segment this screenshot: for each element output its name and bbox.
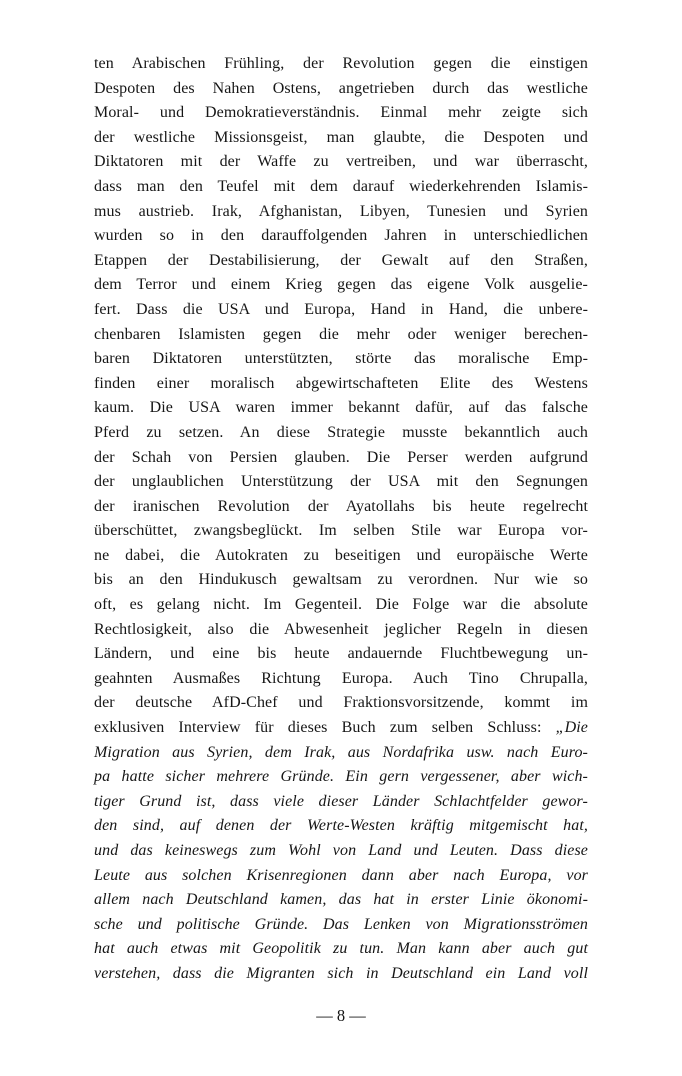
- text-run: chenbaren Islamisten gegen die mehr oder weniger berechen-: [94, 325, 588, 343]
- text-line: [94, 790, 588, 815]
- text-run: tiger Grund ist, dass viele dieser Länder Schlachtfelder gewor-: [94, 792, 588, 810]
- text-line: [94, 200, 588, 225]
- text-run: kaum. Die USA waren immer bekannt dafür, auf das falsche: [94, 399, 588, 417]
- text-line: [94, 175, 588, 200]
- text-run: Pferd zu setzen. An diese Strategie musste bekanntlich auch: [94, 423, 588, 441]
- text-line: [94, 421, 588, 446]
- text-run: mus austrieb. Irak, Afghanistan, Libyen, Tunesien und Syrien: [94, 202, 588, 220]
- text-run: der deutsche AfD-Chef und Fraktionsvorsitzende, kommt im: [94, 694, 588, 712]
- text-line: [94, 249, 588, 274]
- text-line: [94, 667, 588, 692]
- text-run: der westliche Missionsgeist, man glaubte, die Despoten und: [94, 128, 588, 146]
- text-run: Rechtlosigkeit, also die Abwesenheit jeglicher Regeln in diesen: [94, 620, 588, 638]
- text-run: ne dabei, die Autokraten zu beseitigen und europäische Werte: [94, 546, 588, 564]
- text-line: [94, 126, 588, 151]
- text-run: geahnten Ausmaßes Richtung Europa. Auch Tino Chrupalla,: [94, 669, 588, 687]
- text-line: [94, 839, 588, 864]
- text-line: [94, 519, 588, 544]
- text-run: dass man den Teufel mit dem darauf wiederkehrenden Islamis-: [94, 177, 588, 195]
- text-run: Moral- und Demokratieverständnis. Einmal mehr zeigte sich: [94, 104, 588, 122]
- text-run: dem Terror und einem Krieg gegen das eigene Volk ausgelie-: [94, 276, 588, 294]
- text-line: [94, 962, 588, 987]
- text-line: [94, 716, 588, 741]
- text-line: [94, 470, 588, 495]
- text-run: hat auch etwas mit Geopolitik zu tun. Man kann aber auch gut: [94, 940, 588, 958]
- text-line: [94, 691, 588, 716]
- text-line: [94, 814, 588, 839]
- text-line: [94, 642, 588, 667]
- text-line: [94, 273, 588, 298]
- text-line: [94, 323, 588, 348]
- text-run: verstehen, dass die Migranten sich in Deutschland ein Land voll: [94, 964, 588, 982]
- text-run: Diktatoren mit der Waffe zu vertreiben, und war überrascht,: [94, 153, 588, 171]
- text-line: [94, 446, 588, 471]
- text-run: den sind, auf denen der Werte-Westen kräftig mitgemischt hat,: [94, 817, 588, 835]
- text-run: fert. Dass die USA und Europa, Hand in Hand, die unbere-: [94, 300, 588, 318]
- text-run: Migration aus Syrien, dem Irak, aus Nordafrika usw. nach Euro-: [94, 743, 588, 761]
- text-run: überschüttet, zwangsbeglückt. Im selben Stile war Europa vor-: [94, 522, 588, 540]
- text-block: [94, 52, 588, 987]
- text-run: Etappen der Destabilisierung, der Gewalt auf den Straßen,: [94, 251, 588, 269]
- text-run: sche und politische Gründe. Das Lenken von Migrationsströmen: [94, 915, 588, 933]
- text-line: [94, 298, 588, 323]
- text-run: der Schah von Persien glauben. Die Perser werden aufgrund: [94, 448, 588, 466]
- text-line: [94, 396, 588, 421]
- text-line: [94, 495, 588, 520]
- text-line: [94, 593, 588, 618]
- text-run: wurden so in den darauffolgenden Jahren in unterschiedlichen: [94, 227, 588, 245]
- text-line: [94, 568, 588, 593]
- text-run: pa hatte sicher mehrere Gründe. Ein gern vergessener, aber wich-: [94, 768, 588, 786]
- text-run: allem nach Deutschland kamen, das hat in erster Linie ökonomi-: [94, 891, 588, 909]
- text-run: „Die: [555, 719, 588, 737]
- text-line: [94, 618, 588, 643]
- text-line: [94, 913, 588, 938]
- text-line: [94, 150, 588, 175]
- text-run: bis an den Hindukusch gewaltsam zu verordnen. Nur wie so: [94, 571, 588, 589]
- text-line: [94, 741, 588, 766]
- text-line: [94, 937, 588, 962]
- text-line: [94, 372, 588, 397]
- text-run: exklusiven Interview für dieses Buch zum selben Schluss:: [94, 719, 556, 737]
- text-run: und das keineswegs zum Wohl von Land und Leuten. Dass diese: [94, 842, 588, 859]
- text-run: der unglaublichen Unterstützung der USA mit den Segnungen: [94, 473, 588, 491]
- text-line: [94, 77, 588, 102]
- text-run: oft, es gelang nicht. Im Gegenteil. Die Folge war die absolute: [94, 596, 588, 614]
- text-run: der iranischen Revolution der Ayatollahs bis heute regelrecht: [94, 497, 588, 515]
- text-run: ten Arabischen Frühling, der Revolution gegen die einstigen: [94, 55, 588, 72]
- text-run: Leute aus solchen Krisenregionen dann aber nach Europa, vor: [94, 866, 588, 884]
- text-run: Ländern, und eine bis heute andauernde Fluchtbewegung un-: [94, 645, 588, 663]
- text-line: [94, 888, 588, 913]
- text-line: [94, 52, 588, 77]
- text-run: Despoten des Nahen Ostens, angetrieben durch das westliche: [94, 79, 588, 97]
- text-run: finden einer moralisch abgewirtschafteten Elite des Westens: [94, 374, 588, 392]
- text-line: [94, 224, 588, 249]
- text-line: [94, 347, 588, 372]
- text-line: [94, 544, 588, 569]
- text-line: [94, 101, 588, 126]
- page-number: — 8 —: [316, 1005, 366, 1025]
- text-line: [94, 765, 588, 790]
- text-line: [94, 864, 588, 889]
- text-run: baren Diktatoren unterstützten, störte das moralische Emp-: [94, 350, 588, 368]
